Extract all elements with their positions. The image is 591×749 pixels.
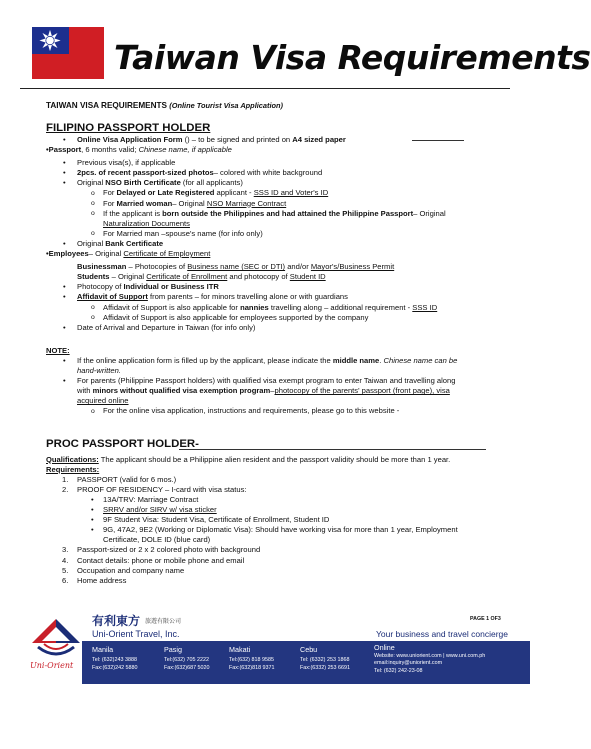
req-affidavit-employees: o Affidavit of Support is also applicable for employees supported by the company (46, 313, 496, 323)
company-english-name: Uni-Orient Travel, Inc. (92, 629, 180, 639)
req-birth-certificate: • Original NSO Birth Certificate (for all applicants) (46, 178, 496, 188)
footer-contact-bar (82, 641, 530, 684)
website-link[interactable]: Website: www.uniorient.com | www.uni.com.ph (374, 652, 486, 659)
page-title: Taiwan Visa Requirements (114, 38, 591, 77)
req-photos: • 2pcs. of recent passport-sized photos– colored with white background (46, 168, 496, 178)
office-cebu: Cebu Tel: (6332) 253 1868 Fax:(6332) 253 6691 (300, 645, 351, 672)
qualifications: Qualifications: The applicant should be a Philippine alien resident and the passport validity should be more than 1 year. (46, 454, 451, 464)
requirements-label: Requirements: (46, 464, 100, 474)
proc-photo: 3. Passport-sized or 2 x 2 colored photo with background (62, 545, 261, 555)
note-heading: NOTE: (46, 345, 70, 355)
proc-address: 6. Home address (62, 575, 127, 585)
section-filipino-heading: FILIPINO PASSPORT HOLDER (46, 121, 211, 134)
req-late-registered: o For Delayed or Late Registered applicant - SSS ID and Voter's ID (46, 188, 496, 198)
proc-occupation: 5. Occupation and company name (62, 565, 185, 575)
company-tagline: Your business and travel concierge (376, 629, 508, 639)
req-businessman: Businessman – Photocopies of Business name (SEC or DTI) and/or Mayor's/Business Permit (77, 262, 395, 272)
office-manila: Manila Tel: (632)243 3888 Fax:(632)242 5880 (92, 645, 138, 672)
document-title: TAIWAN VISA REQUIREMENTS (Online Tourist Visa Application) (46, 101, 284, 110)
proc-9g: • 9G, 47A2, 9E2 (Working or Diplomatic Visa): Should have working visa for more than 1 year, Employment (46, 525, 496, 535)
email-link[interactable]: email:inquiry@uniorient.com (374, 660, 443, 667)
req-naturalization: Naturalization Documents (103, 218, 190, 228)
uni-orient-logo-icon (30, 617, 82, 661)
note-parents: • For parents (Philippine Passport holders) with qualified visa exempt program to enter Taiwan and travelling along (46, 376, 496, 386)
req-students: Students – Original Certificate of Enrollment and photocopy of Student ID (77, 272, 326, 282)
req-affidavit-nannies: o Affidavit of Support is also applicable for nannies travelling along – additional requirement - SSS ID (46, 303, 496, 313)
company-chinese-subtitle: 旅遊有限公司 (145, 619, 182, 625)
req-itr: • Photocopy of Individual or Business ITR (46, 282, 496, 292)
note-middle-name: • If the online application form is filled up by the applicant, please indicate the middle name. Chinese name can be (46, 356, 496, 366)
proc-9g-cont: Certificate, DOLE ID (blue card) (103, 535, 211, 545)
taiwan-flag-icon (32, 27, 104, 79)
heading-line (179, 449, 486, 450)
req-bank-certificate: • Original Bank Certificate (46, 239, 496, 249)
note-minors: with minors without qualified visa exemption program–photocopy of the parents' passport (front page), visa (77, 386, 450, 396)
office-pasig: Pasig Tel:(632) 705 2222 Fax:(632)687 5020 (164, 645, 210, 672)
req-passport: •Passport, 6 months valid; Chinese name, if applicable (46, 145, 232, 155)
document-body (46, 101, 496, 586)
proc-9f: • 9F Student Visa: Student Visa, Certificate of Enrollment, Student ID (46, 515, 496, 525)
company-chinese-name: 有利東方 (92, 614, 141, 628)
req-employees: •Employees– Original Certificate of Employment (46, 249, 211, 259)
proc-13a: • 13A/TRV: Marriage Contract (46, 495, 496, 505)
proc-residency: 2. PROOF OF RESIDENCY – I-card with visa status: (62, 484, 247, 494)
proc-passport: 1. PASSPORT (valid for 6 mos.) (62, 474, 177, 484)
req-married-man: o For Married man –spouse's name (for info only) (46, 229, 496, 239)
req-online-form: • Online Visa Application Form () – to be signed and printed on A4 sized paper (46, 135, 496, 145)
white-sun-icon (37, 29, 63, 52)
note-acquired-online: acquired online (77, 396, 129, 406)
note-hand-written: hand-written. (77, 365, 121, 375)
proc-srrv: • SRRV and/or SIRV w/ visa sticker (46, 505, 496, 515)
office-makati: Makati Tel:(632) 818 9585 Fax:(632)818 9371 (229, 645, 275, 672)
req-affidavit: • Affidavit of Support from parents – for minors travelling alone or with guardians (46, 292, 496, 302)
req-previous-visa: • Previous visa(s), if applicable (46, 158, 496, 168)
header-divider (20, 88, 510, 89)
section-proc-heading: PROC PASSPORT HOLDER- (46, 438, 496, 451)
page-number: PAGE 1 OF3 (470, 616, 501, 622)
blank-line (412, 140, 464, 141)
proc-contact: 4. Contact details: phone or mobile phone and email (62, 555, 245, 565)
flag-canton (32, 27, 69, 54)
office-online: Online Website: www.uniorient.com | www.uni.com.ph email:inquiry@uniorient.com Tel: (632) 242-23-08 (374, 643, 486, 674)
logo-wordmark: Uni-Orient (30, 661, 74, 670)
req-born-outside: o If the applicant is born outside the Philippines and had attained the Philippine Passport– Original (46, 209, 496, 219)
req-married-woman: o For Married woman– Original NSO Marriage Contract (46, 199, 496, 209)
note-website: o For the online visa application, instructions and requirements, please go to this website - (46, 406, 496, 416)
req-travel-dates: • Date of Arrival and Departure in Taiwan (for info only) (46, 323, 496, 333)
